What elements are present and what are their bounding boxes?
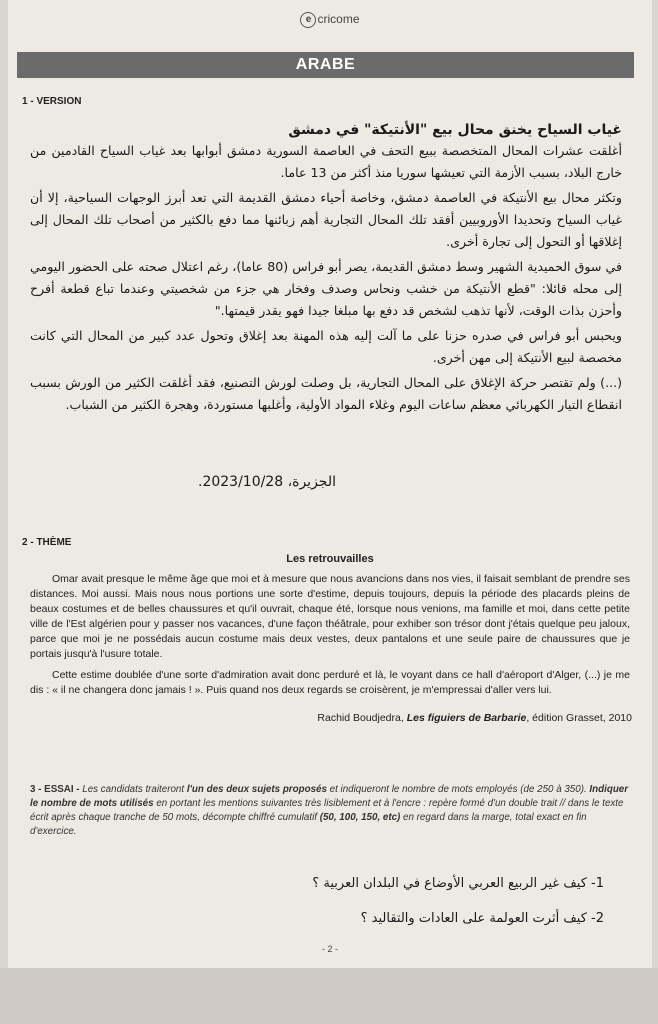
citation-edition: , édition Grasset, 2010: [526, 712, 632, 724]
essai-label: 3 - ESSAI -: [30, 784, 80, 795]
essai-text-1: Les candidats traiteront: [79, 784, 187, 795]
logo-text: cricome: [317, 12, 360, 27]
essai-text-3: et indiqueront le nombre de mots employés (de 250 à 350).: [326, 784, 590, 795]
version-source: الجزيرة، 2023/10/28.: [198, 474, 336, 490]
theme-citation: [317, 712, 632, 724]
version-text: [30, 122, 622, 419]
essai-instructions: [30, 783, 632, 839]
essai-text-4: Indiquer le nombre de mots utilisés: [30, 784, 629, 809]
essai-question-1: 1- كيف غير الربيع العربي الأوضاع في البلدان العربية ؟: [312, 876, 604, 891]
theme-paragraph-2: Cette estime doublée d'une sorte d'admiration avait donc perduré et là, le voyant dans ce hall d'aéroport d'Alger, (...) je me dis : « il ne changera donc jamais ! ». Puis quand nos deux regards se croisèrent, je m'empressai d'aller vers lui.: [30, 669, 630, 696]
citation-author: Rachid Boudjedra,: [317, 712, 407, 724]
essai-text-2: l'un des deux sujets proposés: [186, 784, 327, 795]
theme-title: Les retrouvailles: [286, 553, 374, 565]
version-paragraph-5: (...) ولم تقتصر حركة الإغلاق على المحال التجارية، بل وصلت لورش التصنيع، فقد أغلقت الكثير من الورش بسبب انقطاع التيار الكهربائي معظم ساعات اليوم وغلاء المواد الأولية، وأغلبها مستوردة، وهجرة الكثير من الشباب.: [30, 375, 622, 412]
subject-banner: ARABE: [17, 52, 634, 78]
theme-paragraph-1: Omar avait presque le même âge que moi et à mesure que nous avancions dans nos vies, il faisait semblant de prendre ses distances. Moi aussi. Mais nous nous portions une sorte d'estime, depuis toujours, depuis la période des placards pleins de beaux costumes et de belles chaussures et qu'il ouvrait, chaque été, lorsque nous venions, ma famille et moi, dans cette petite ville de l'Est algérien pour y passer nos vacances, d'une façon théâtrale, pour exhiber son trésor dont j'étais quelque peu jaloux, parce que moi je ne possédais aucun costume mais deux vestes, deux pantalons et une seule paire de chaussures que je portais jusqu'à l'usure totale.: [30, 573, 630, 660]
version-paragraph-1: أغلقت عشرات المحال المتخصصة ببيع التحف في العاصمة السورية دمشق أبوابها بعد غياب السياح القادمين من خارج البلاد، بسبب الأزمة التي تعيشها سوريا منذ أكثر من 13 عاما.: [30, 143, 622, 180]
version-paragraph-2: وتكثر محال بيع الأنتيكة في العاصمة دمشق، وخاصة أحياء دمشق القديمة التي تعد أبرز الوجهات السياحية، إلا أن غياب السياح وتحديدا الأوروبيين أفقد تلك المحال التجارية أهم زبائنها مما دفع بالكثير من أصحاب تلك المحال إلى إغلاقها أو التحول إلى تجارة أخرى.: [30, 190, 622, 249]
page-number: - 2 -: [321, 944, 338, 954]
exam-page: [8, 0, 652, 968]
theme-label: 2 - THÈME: [22, 537, 72, 548]
logo-mark: e: [300, 12, 316, 28]
background-surface: [0, 968, 658, 1024]
theme-text: [30, 572, 630, 704]
version-title: غياب السياح يخنق محال بيع "الأنتيكة" في دمشق: [288, 122, 622, 138]
version-paragraph-4: ويحبس أبو فراس في صدره حزنا على ما آلت إليه هذه المهنة بعد إغلاق وتحول عدد كبير من المحال التي كانت مخصصة لبيع الأنتيكة إلى مهن أخرى.: [30, 328, 622, 365]
version-paragraph-3: في سوق الحميدية الشهير وسط دمشق القديمة، يصر أبو فراس (80 عاما)، رغم اعتلال صحته على الحضور اليومي إلى محله قائلا: "قطع الأنتيكة من خشب ونحاس وصدف وفخار هي جزء من شخصيتي وعندما تباع قطعة أفرح وأحزن بذات الوقت، لأنها تذهب لشخص قد دفع بها مبلغا جيدا فهو يقدر قيمتها.": [30, 259, 622, 318]
essai-question-2: 2- كيف أثرت العولمة على العادات والتقاليد ؟: [360, 911, 604, 926]
citation-work: Les figuiers de Barbarie: [406, 712, 527, 724]
essai-text-5: en portant les mentions suivantes très lisiblement et à l'encre : repère formé d'un double trait // dans le texte écrit après chaque tranche de 50 mots, décompte chiffré cumulatif: [30, 798, 624, 823]
version-label: 1 - VERSION: [22, 96, 82, 107]
essai-text-6: (50, 100, 150, etc): [319, 812, 401, 823]
ecricome-logo: [8, 12, 652, 28]
essai-text-7: en regard dans la marge, total exact en fin d'exercice.: [30, 812, 587, 837]
